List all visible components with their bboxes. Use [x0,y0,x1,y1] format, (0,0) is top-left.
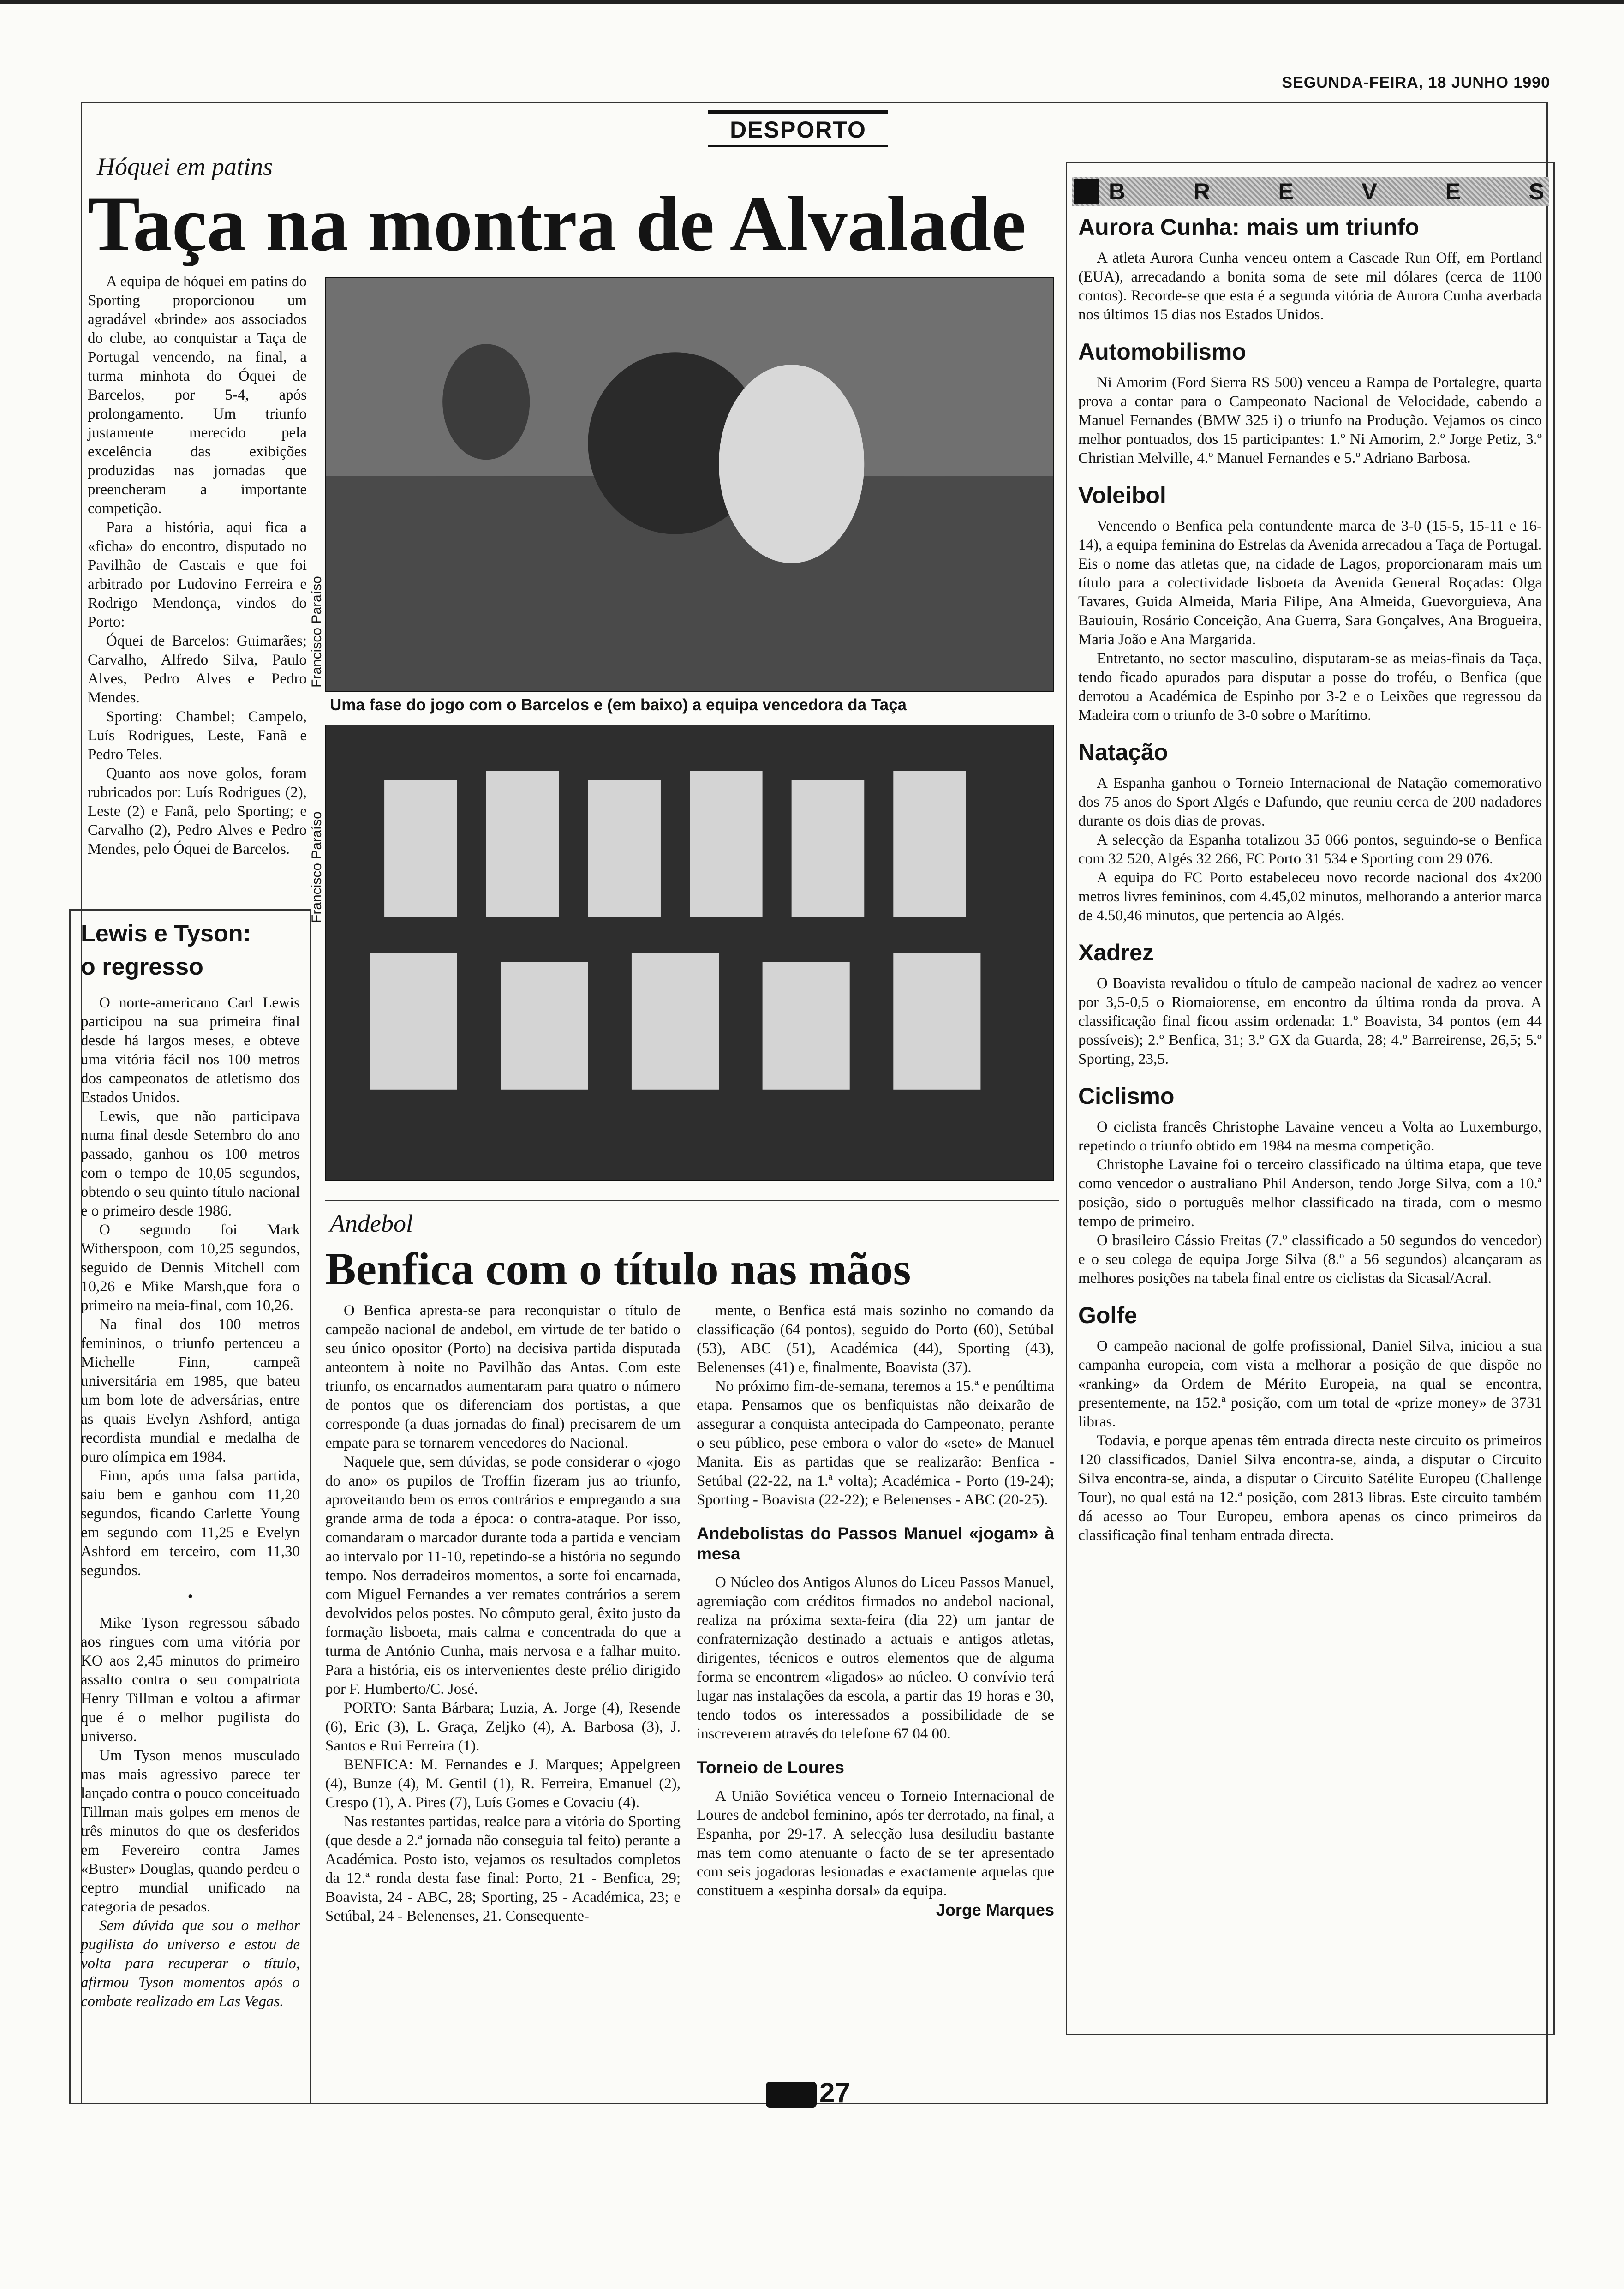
breves-band [1072,177,1549,206]
paragraph: O Benfica apresta-se para reconquistar o título de campeão nacional de andebol, em virtude de ter batido o seu único opositor (Porto) na decisiva partida disputada anteontem à noite no Pavilhão das Antas. Com este triunfo, os encarnados aumentaram para quatro o número de pontos que os diferenciam dos portistas, a que corresponde (a duas jornadas do final) precisarem de um empate para se tornarem vencedores do Nacional. [325,1302,681,1451]
hoquei-headline: Taça na montra de Alvalade [88,180,1026,267]
page-number-text: 27 [819,2077,850,2108]
andebol-subhead: Torneio de Loures [697,1758,845,1777]
lewis-tyson-box [69,909,311,2104]
breves-band-letter: V [1361,179,1377,204]
dateline: SEGUNDA-FEIRA, 18 JUNHO 1990 [1282,74,1550,91]
newspaper-logo-icon [766,2082,817,2108]
brief-body [1078,373,1542,468]
breves-band-word [1109,177,1544,206]
paragraph: A atleta Aurora Cunha venceu ontem a Cascade Run Off, em Portland (EUA), arrecadando a bonita soma de sete mil dólares (cerca de 1100 contos). Recorde-se que esta é a segunda vitória de Aurora Cunha averbada nos últimos 15 dias nos Estados Unidos. [1078,250,1542,323]
brief-title: Xadrez [1078,940,1154,965]
paragraph: Um Tyson menos musculado mas mais agressivo parece ter lançado contra o pouco conceituado Tillman mais golpes em menos de três minutos do que os desferidos em Fevereiro contra James «Buster» Douglas, quando perdeu o ceptro mundial unificado na categoria de pesados. [81,1747,300,1915]
paragraph: Vencendo o Benfica pela contundente marca de 3-0 (15-5, 15-11 e 16-14), a equipa feminina do Estrelas da Avenida arrecadou a Taça de Portugal. Eis o nome das atletas que, na cidade de Lagos, proporcionaram mais um título para a colectividade lisboeta da Avenida General Roçadas: Olga Tavares, Guida Almeida, Maria Filipe, Ana Almeida, Guevorguieva, Ana Bauiouin, Rosário Conceição, Ana Guerra, Sara Gonçalves, Ana Brogueira, Maria João e Ana Margarida. [1078,518,1542,648]
paragraph: Entretanto, no sector masculino, disputaram-se as meias-finais da Taça, tendo ficado apurados para disputar a posse do troféu, o Benfica (que derrotou a Académica de Espinho por 3-2 e o Leixões que regressou da Madeira com o triunfo de 3-0 sobre o Marítimo. [1078,650,1542,724]
paragraph: O campeão nacional de golfe profissional, Daniel Silva, iniciou a sua campanha europeia, com vista a melhorar a posição de que dispõe no «ranking» da Ordem de Mérito Europeia, na qual se encontra, presentemente, na 152.ª posição, com um total de «prize money» de 3731 libras. [1078,1338,1542,1430]
brief-title: Natação [1078,739,1168,765]
title-line: o regresso [81,953,203,980]
paragraph: BENFICA: M. Fernandes e J. Marques; Appelgreen (4), Bunze (4), M. Gentil (1), R. Ferreira, Emanuel (2), Crespo (1), A. Pires (7), Luís Gomes e Covaciu (4). [325,1756,681,1811]
breves-column [1066,162,1555,2035]
photo-placeholder-graphic [326,278,1053,691]
section-header: DESPORTO [708,110,888,147]
brief-item [1078,214,1542,324]
paragraph: A equipa do FC Porto estabeleceu novo recorde nacional dos 4x200 metros livres femininos, com 4.45,02 minutos, melhorando a anterior marca de 4.50,46 minutos, que pertencia ao Algés. [1078,869,1542,924]
paragraph: O ciclista francês Christophe Lavaine venceu a Volta ao Luxemburgo, repetindo o triunfo obtido em 1984 na mesma competição. [1078,1119,1542,1154]
brief-body [1078,249,1542,324]
breves-band-letter: B [1109,179,1126,204]
breves-band-letter: R [1193,179,1210,204]
hockey-action-photo [325,277,1054,692]
brief-body [1078,974,1542,1069]
andebol-top-rule [325,1200,1059,1201]
paragraph: Na final dos 100 metros femininos, o triunfo pertenceu a Michelle Finn, campeã universitária em 1985, que bateu um bom lote de adversárias, entre as quais Evelyn Ashford, antiga recordista mundial e medalha de ouro olímpica em 1984. [81,1316,300,1465]
paragraph: O Boavista revalidou o título de campeão nacional de xadrez ao vencer por 3,5-0,5 o Riomaiorense, em encontro da última ronda da prova. A classificação final ficou assim ordenada: 1.º Boavista, 34 pontos (em 44 possíveis); 2.º Benfica, 31; 3.º GX da Guarda, 28; 4.º Barreirense, 26,5; 5.º Sporting, 23,5. [1078,975,1542,1067]
breves-band-letter: E [1278,179,1294,204]
andebol-subhead: Andebolistas do Passos Manuel «jogam» à mesa [697,1524,1054,1563]
hoquei-kicker: Hóquei em patins [97,153,273,180]
paragraph: mente, o Benfica está mais sozinho no comando da classificação (64 pontos), seguido do Porto (60), Setúbal (53), ABC (51), Académica (44), Sporting (43), Belenenses (41) e, finalmente, Boavista (37). [697,1302,1054,1376]
breves-band-square [1074,179,1099,204]
paragraph: A União Soviética venceu o Torneio Internacional de Loures de andebol feminino, após ter derrotado, na final, a Espanha, por 29-17. A selecção lusa desiludiu bastante mas tem como atenuante o facto de se ter apresentado com seis jogadoras lesionadas e exactamente aquelas que constituem a «espinha dorsal» da equipa. [697,1788,1054,1899]
brief-item [1078,739,1542,925]
brief-item [1078,939,1542,1069]
brief-item [1078,482,1542,725]
paragraph: A selecção da Espanha totalizou 35 066 pontos, seguindo-se o Benfica com 32 520, Algés 32 266, FC Porto 31 534 e Sporting com 29 076. [1078,832,1542,867]
paragraph: Naquele que, sem dúvidas, se pode considerar o «jogo do ano» os pupilos de Troffin fizeram jus ao triunfo, aproveitando bem os erros contrários e empregando a sua grande arma de toda a época: o contra-ataque. Por isso, comandaram o marcador durante toda a partida e venciam ao intervalo por 11-10, repetindo-se a história no segundo tempo. Nos derradeiros momentos, a sorte foi encarnada, com Miguel Fernandes a ver remates contrários a serem devolvidos pelos postes. No cômputo geral, êxito justo da formação lisboeta, mais calma e concentrada do que a turma de António Cunha, mais nervosa e a falhar muito. Para a história, eis os intervenientes deste prélio dirigido por F. Humberto/C. José. [325,1454,681,1697]
breves-band-letter: E [1445,179,1461,204]
lewis-tyson-title [81,917,302,983]
paragraph: Lewis, que não participava numa final desde Setembro do ano passado, ganhou os 100 metros com o tempo de 10,05 segundos, obtendo o seu quinto título nacional e o primeiro desde 1986. [81,1108,300,1219]
andebol-col2 [697,1301,1054,1919]
brief-title: Ciclismo [1078,1083,1175,1109]
lewis-tyson-body [81,994,300,2011]
photo-credit: Francisco Paraíso [309,576,324,688]
paragraph: Christophe Lavaine foi o terceiro classificado na última etapa, que teve como vencedor o australiano Phil Anderson, tendo Jorge Silva, com a 10.ª posição, sido o português melhor classificado na tirada, com o mesmo tempo de primeiro. [1078,1156,1542,1230]
brief-body [1078,1337,1542,1545]
photo-credit: Francisco Paraíso [309,811,324,923]
brief-body [1078,517,1542,725]
paragraph: Quanto aos nove golos, foram rubricados por: Luís Rodrigues (2), Leste (2) e Fanã, pelo Sporting; e Carvalho (2), Pedro Alves e Pedro Mendes, pelo Óquei de Barcelos. [88,765,307,857]
separator-bullet: • [187,1588,193,1605]
brief-item [1078,1083,1542,1288]
andebol-kicker: Andebol [330,1210,413,1237]
brief-title: Golfe [1078,1302,1137,1328]
paragraph: Para a história, aqui fica a «ficha» do encontro, disputado no Pavilhão de Cascais e que foi arbitrado por Ludovino Ferreira e Rodrigo Mendonça, vindos do Porto: [88,519,307,630]
paragraph: Sporting: Chambel; Campelo, Luís Rodrigues, Leste, Fanã e Pedro Teles. [88,708,307,763]
paragraph: Sem dúvida que sou o melhor pugilista do universo e estou de volta para recuperar o título, afirmou Tyson momentos após o combate realizado em Las Vegas. [81,1917,300,2010]
brief-body [1078,1118,1542,1288]
paragraph: A equipa de hóquei em patins do Sporting proporcionou um agradável «brinde» aos associados do clube, ao conquistar a Taça de Portugal vencendo, na final, a turma minhota do Óquei de Barcelos, por 5-4, após prolongamento. Um triunfo justamente merecido pela excelência das exibições produzidas nas jornadas que preencheram a importante competição. [88,273,307,517]
top-rule [0,0,1624,4]
paragraph: Todavia, e porque apenas têm entrada directa neste circuito os primeiros 120 classificados, Daniel Silva encontra-se, ainda, a disputar o Circuito Silva encontra-se, ainda, a disputar o Circuito Satélite Europeu (Challenge Tour), no qual está na 12.ª posição, com 2813 libras. Este circuito também dá acesso ao Tour Europeu, embora apenas os cinco primeiros da classificação final tenham entrada directa. [1078,1432,1542,1544]
title-line: Lewis e Tyson: [81,920,251,947]
brief-title: Voleibol [1078,482,1166,508]
paragraph: O brasileiro Cássio Freitas (7.º classificado a 50 segundos do vencedor) e o seu colega de equipa Jorge Silva (8.º a 56 segundos) alcançaram as melhores posições na tabela final entre os ciclistas da Sicasal/Acral. [1078,1232,1542,1287]
hoquei-article-body [88,272,307,859]
brief-item [1078,338,1542,468]
brief-title: Aurora Cunha: mais um triunfo [1078,214,1419,240]
paragraph: O norte-americano Carl Lewis participou na sua primeira final desde há largos meses, e obteve uma vitória fácil nos 100 metros dos campeonatos de atletismo dos Estados Unidos. [81,995,300,1106]
paragraph: Ni Amorim (Ford Sierra RS 500) venceu a Rampa de Portalegre, quarta prova a contar para o Campeonato Nacional de Velocidade, cabendo a Manuel Fernandes (BMW 325 i) o triunfo na Produção. Vejamos os cinco melhor pontuados, dos 15 participantes: 1.º Ni Amorim, 2.º Jorge Petiz, 3.º Christian Melville, 4.º Manuel Fernandes e 5.º Adriano Barbosa. [1078,374,1542,467]
paragraph: O Núcleo dos Antigos Alunos do Liceu Passos Manuel, agremiação com créditos firmados no andebol nacional, realiza na próxima sexta-feira (dia 22) um jantar de confraternização destinado a actuais e antigos atletas, dirigentes, técnicos e outros elementos que de alguma forma se encontrem «ligados» ao núcleo. O convívio terá lugar nas instalações da escola, a partir das 19 horas e 30, tendo todos os interessados a possibilidade de se inscreverem através do telefone 67 04 00. [697,1574,1054,1742]
breves-items [1078,214,1542,1545]
paragraph: Óquei de Barcelos: Guimarães; Carvalho, Alfredo Silva, Paulo Alves, Pedro Alves e Pedro Mendes. [88,633,307,706]
andebol-headline: Benfica com o título nas mãos [325,1243,911,1294]
breves-band-letter: S [1528,179,1544,204]
page-number [766,2077,850,2109]
paragraph: PORTO: Santa Bárbara; Luzia, A. Jorge (4), Resende (6), Eric (3), L. Graça, Zeljko (4), A. Barbosa (3), J. Santos e Rui Ferreira (1). [325,1700,681,1754]
paragraph: Nas restantes partidas, realce para a vitória do Sporting (que desde a 2.ª jornada não conseguia tal feito) perante a Académica. Posto isto, vejamos os resultados completos da 12.ª ronda desta fase final: Porto, 21 - Benfica, 29; Boavista, 24 - ABC, 28; Sporting, 25 - Académica, 23; e Setúbal, 24 - Belenenses, 21. Consequente- [325,1813,681,1924]
paragraph: Mike Tyson regressou sábado aos ringues com uma vitória por KO aos 2,45 minutos do primeiro assalto contra o seu compatriota Henry Tillman e voltou a afirmar que é o melhor pugilista do universo. [81,1615,300,1745]
paragraph: No próximo fim-de-semana, teremos a 15.ª e penúltima etapa. Pensamos que os benfiquistas não deixarão de assegurar a conquista antecipada do Campeonato, perante o seu público, pese embora o valor do «sete» de Manuel Manita. Eis as partidas que se realizarão: Benfica - Setúbal (22-22, na 1.ª volta); Académica - Porto (19-24); Sporting - Boavista (22-22); e Belenenses - ABC (20-25). [697,1378,1054,1508]
photo-caption: Uma fase do jogo com o Barcelos e (em baixo) a equipa vencedora da Taça [330,696,907,714]
team-photo [325,725,1054,1181]
paragraph: Finn, após uma falsa partida, saiu bem e ganhou com 11,20 segundos, ficando Carlette Young em segundo com 11,25 e Evelyn Ashford em terceiro, com 11,30 segundos. [81,1468,300,1579]
brief-item [1078,1302,1542,1545]
andebol-col1 [325,1301,681,1926]
brief-body [1078,774,1542,925]
paragraph: O segundo foi Mark Witherspoon, com 10,25 segundos, seguido de Dennis Mitchell com 10,26 e Mike Marsh,que fora o primeiro na meia-final, com 10,26. [81,1222,300,1314]
brief-title: Automobilismo [1078,339,1246,365]
paragraph: A Espanha ganhou o Torneio Internacional de Natação comemorativo dos 75 anos do Sport Algés e Dafundo, que reuniu cerca de 200 nadadores durante os dois dias de provas. [1078,775,1542,829]
photo-placeholder-graphic [326,725,1053,1180]
byline: Jorge Marques [936,1900,1054,1919]
